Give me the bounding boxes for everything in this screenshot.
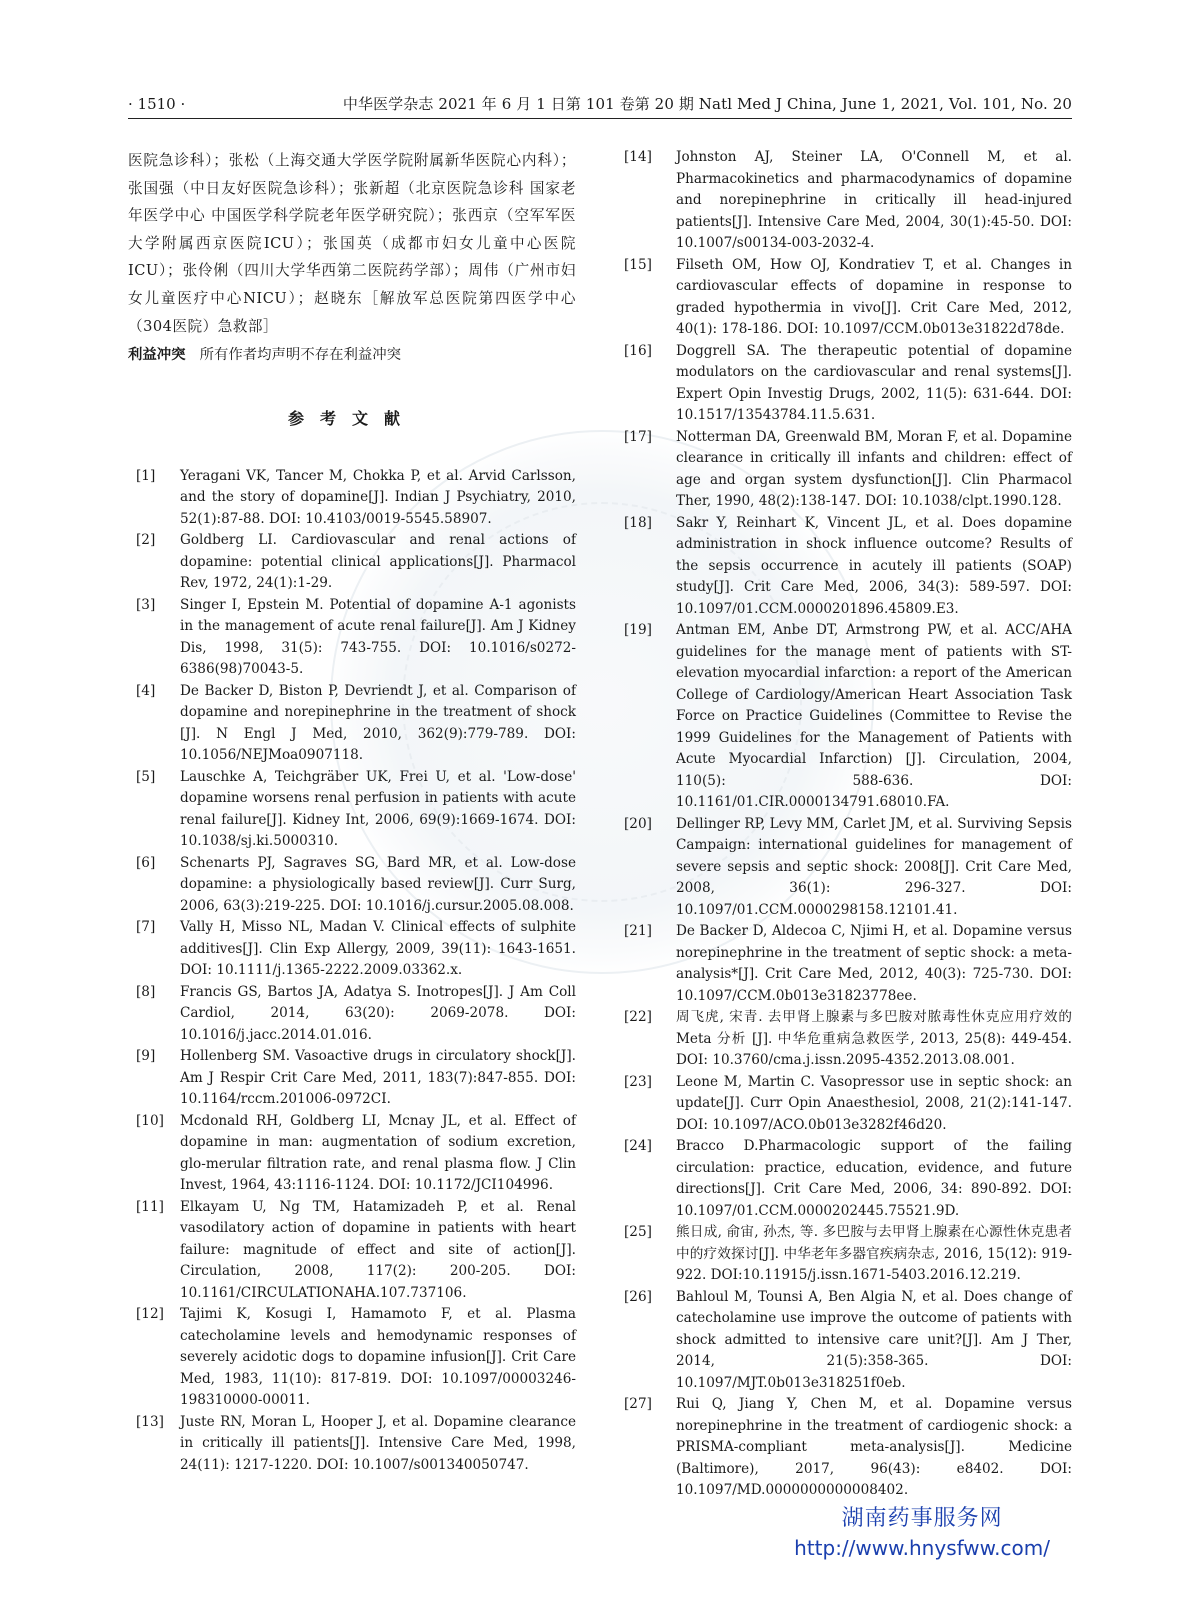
reference-list-right bbox=[624, 147, 1072, 1502]
reference-number: [9] bbox=[136, 1048, 156, 1065]
reference-text: Sakr Y, Reinhart K, Vincent JL, et al. Does dopamine administration in shock influence outcome? Results of the sepsis occurrence in acutely ill patients (SOAP) study[J]. Crit Care Med, 2006, 34(3): 589-597. DOI: 10.1097/01.CCM.0000201896.45809.E3. bbox=[676, 514, 1072, 617]
reference-text: 周飞虎, 宋青. 去甲肾上腺素与多巴胺对脓毒性休克应用疗效的 Meta 分析 [J]. 中华危重病急救医学, 2013, 25(8): 449-454. DOI: 10.3760/cma.j.issn.2095-4352.2013.08.001. bbox=[676, 1009, 1072, 1068]
page-number: · 1510 · bbox=[128, 95, 186, 113]
footer-url: http://www.hnysfww.com/ bbox=[794, 1536, 1050, 1560]
references-heading: 参考文献 bbox=[287, 409, 416, 429]
reference-number: [1] bbox=[136, 467, 156, 484]
reference-item bbox=[624, 1136, 1072, 1222]
footer-watermark bbox=[794, 1504, 1050, 1562]
reference-item bbox=[128, 466, 576, 531]
reference-text: Singer I, Epstein M. Potential of dopamine A-1 agonists in the management of acute renal failure[J]. Am J Kidney Dis, 1998, 31(5): 743-755. DOI: 10.1016/s0272-6386(98)70043-5. bbox=[180, 596, 576, 678]
reference-text: Tajimi K, Kosugi I, Hamamoto F, et al. Plasma catecholamine levels and hemodynamic responses of severely acidotic dogs to dopamine infusion[J]. Crit Care Med, 1983, 11(10): 817-819. DOI: 10.1097/00003246-198310000-00011. bbox=[180, 1306, 576, 1409]
reference-number: [4] bbox=[136, 682, 156, 699]
reference-item bbox=[128, 681, 576, 767]
reference-item bbox=[128, 917, 576, 982]
reference-text: Rui Q, Jiang Y, Chen M, et al. Dopamine versus norepinephrine in the treatment of cardiogenic shock: a PRISMA-compliant meta-analysis[J]. Medicine (Baltimore), 2017, 96(43): e8402. DOI: 10.1097/MD.0000000000008402. bbox=[676, 1396, 1072, 1498]
reference-number: [23] bbox=[624, 1073, 652, 1090]
conflict-text: 所有作者均声明不存在利益冲突 bbox=[199, 347, 402, 364]
reference-item bbox=[624, 1007, 1072, 1072]
reference-text: Filseth OM, How OJ, Kondratiev T, et al. Changes in cardiovascular effects of dopamine in response to graded hypothermia in vivo[J]. Crit Care Med, 2012, 40(1): 178-186. DOI: 10.1097/CCM.0b013e31822d78de. bbox=[676, 256, 1072, 337]
reference-number: [5] bbox=[136, 768, 156, 785]
reference-number: [26] bbox=[624, 1288, 652, 1305]
reference-item bbox=[624, 1394, 1072, 1502]
reference-number: [3] bbox=[136, 596, 156, 613]
reference-text: Johnston AJ, Steiner LA, O'Connell M, et al. Pharmacokinetics and pharmacodynamics of dopamine and norepinephrine in critically ill head-injured patients[J]. Intensive Care Med, 2004, 30(1):45-50. DOI: 10.1007/s00134-003-2032-4. bbox=[676, 149, 1072, 251]
reference-item bbox=[128, 1304, 576, 1412]
reference-text: Yeragani VK, Tancer M, Chokka P, et al. Arvid Carlsson, and the story of dopamine[J]. Indian J Psychiatry, 2010, 52(1):87-88. DOI: 10.4103/0019-5545.58907. bbox=[180, 467, 576, 527]
reference-number: [16] bbox=[624, 342, 652, 359]
reference-item bbox=[624, 255, 1072, 341]
reference-item bbox=[128, 853, 576, 918]
reference-item bbox=[128, 1197, 576, 1305]
right-column bbox=[624, 147, 1072, 1502]
reference-item bbox=[128, 1046, 576, 1111]
reference-text: Bahloul M, Tounsi A, Ben Algia N, et al. Does change of catecholamine use improve the outcome of patients with shock admitted to intensive care unit?[J]. Am J Ther, 2014, 21(5):358-365. DOI: 10.1097/MJT.0b013e318251f0eb. bbox=[676, 1288, 1072, 1391]
reference-text: Hollenberg SM. Vasoactive drugs in circulatory shock[J]. Am J Respir Crit Care Med, 2011, 183(7):847-855. DOI: 10.1164/rccm.201006-0972CI. bbox=[180, 1048, 576, 1108]
reference-text: Goldberg LI. Cardiovascular and renal actions of dopamine: potential clinical applications[J]. Pharmacol Rev, 1972, 24(1):1-29. bbox=[180, 532, 576, 592]
reference-list-left bbox=[128, 466, 576, 1477]
reference-text: Elkayam U, Ng TM, Hatamizadeh P, et al. Renal vasodilatory action of dopamine in patients with heart failure: magnitude of effect and site of action[J]. Circulation, 2008, 117(2): 200-205. DOI: 10.1161/CIRCULATIONAHA.107.737106. bbox=[180, 1198, 576, 1301]
reference-number: [18] bbox=[624, 514, 652, 531]
author-affiliations: 医院急诊科）；张松（上海交通大学医学院附属新华医院心内科）；张国强（中日友好医院急诊科）；张新超（北京医院急诊科 国家老年医学中心 中国医学科学院老年医学研究院）；张西京（空军军医大学附属西京医院ICU）；张国英（成都市妇女儿童中心医院ICU）；张伶俐（四川大学华西第二医院药学部）；周伟（广州市妇女儿童医疗中心NICU）；赵晓东［解放军总医院第四医学中心（304医院）急救部］ bbox=[128, 152, 576, 335]
reference-item bbox=[624, 1287, 1072, 1395]
reference-text: Lauschke A, Teichgräber UK, Frei U, et al. 'Low-dose' dopamine worsens renal perfusion in patients with acute renal failure[J]. Kidney Int, 2006, 69(9):1669-1674. DOI: 10.1038/sj.ki.5000310. bbox=[180, 768, 576, 850]
reference-number: [11] bbox=[136, 1198, 164, 1215]
reference-number: [8] bbox=[136, 983, 156, 1000]
reference-item bbox=[128, 595, 576, 681]
conflict-of-interest bbox=[128, 342, 576, 368]
reference-item bbox=[128, 767, 576, 853]
reference-text: Mcdonald RH, Goldberg LI, Mcnay JL, et al. Effect of dopamine in man: augmentation of sodium excretion, glo-merular filtration rate, and renal plasma flow. J Clin Invest, 1964, 43:1116-1124. DOI: 10.1172/JCI104996. bbox=[180, 1112, 576, 1194]
reference-item bbox=[128, 530, 576, 595]
reference-number: [7] bbox=[136, 919, 156, 936]
reference-number: [6] bbox=[136, 854, 156, 871]
reference-text: Dellinger RP, Levy MM, Carlet JM, et al. Surviving Sepsis Campaign: international guidelines for management of severe sepsis and septic shock: 2008[J]. Crit Care Med, 2008, 36(1): 296-327. DOI: 10.1097/01.CCM.0000298158.12101.41. bbox=[676, 815, 1072, 918]
reference-number: [27] bbox=[624, 1396, 652, 1412]
reference-item bbox=[624, 513, 1072, 621]
reference-text: De Backer D, Biston P, Devriendt J, et al. Comparison of dopamine and norepinephrine in the treatment of shock [J]. N Engl J Med, 2010, 362(9):779-789. DOI: 10.1056/NEJMoa0907118. bbox=[180, 682, 576, 764]
reference-number: [22] bbox=[624, 1009, 652, 1025]
reference-item bbox=[624, 427, 1072, 513]
reference-item bbox=[624, 620, 1072, 814]
reference-text: Vally H, Misso NL, Madan V. Clinical effects of sulphite additives[J]. Clin Exp Allergy, 2009, 39(11): 1643-1651. DOI: 10.1111/j.1365-2222.2009.03362.x. bbox=[180, 919, 576, 979]
reference-item bbox=[128, 1412, 576, 1477]
reference-number: [17] bbox=[624, 428, 652, 445]
reference-number: [19] bbox=[624, 622, 652, 638]
reference-number: [2] bbox=[136, 532, 156, 549]
footer-site-name: 湖南药事服务网 bbox=[841, 1506, 1003, 1531]
reference-item bbox=[624, 1072, 1072, 1137]
reference-number: [25] bbox=[624, 1224, 652, 1240]
reference-text: Bracco D.Pharmacologic support of the failing circulation: practice, education, evidence, and future directions[J]. Crit Care Med, 2006, 34: 890-892. DOI: 10.1097/01.CCM.0000202445.75521.9D. bbox=[676, 1138, 1072, 1219]
reference-item bbox=[624, 147, 1072, 255]
reference-number: [12] bbox=[136, 1306, 164, 1323]
reference-item bbox=[624, 921, 1072, 1007]
reference-text: Francis GS, Bartos JA, Adatya S. Inotropes[J]. J Am Coll Cardiol, 2014, 63(20): 2069-2078. DOI: 10.1016/j.jacc.2014.01.016. bbox=[180, 983, 576, 1043]
conflict-label: 利益冲突 bbox=[128, 346, 186, 364]
reference-number: [13] bbox=[136, 1413, 164, 1430]
left-column bbox=[128, 147, 576, 1476]
reference-item bbox=[128, 1111, 576, 1197]
reference-text: 熊日成, 俞宙, 孙杰, 等. 多巴胺与去甲肾上腺素在心源性休克患者中的疗效探讨[J]. 中华老年多器官疾病杂志, 2016, 15(12): 919-922. DOI:10.11915/j.issn.1671-5403.2016.12.219. bbox=[676, 1224, 1072, 1283]
reference-number: [10] bbox=[136, 1112, 164, 1129]
journal-citation: 中华医学杂志 2021 年 6 月 1 日第 101 卷第 20 期 Natl Med J China, June 1, 2021, Vol. 101, No. 20 bbox=[342, 95, 1072, 113]
reference-number: [15] bbox=[624, 256, 652, 273]
reference-text: Schenarts PJ, Sagraves SG, Bard MR, et al. Low-dose dopamine: a physiologically based review[J]. Curr Surg, 2006, 63(3):219-225. DOI: 10.1016/j.cursur.2005.08.008. bbox=[180, 854, 576, 914]
reference-number: [24] bbox=[624, 1138, 652, 1154]
page-header bbox=[128, 94, 1072, 119]
reference-item bbox=[624, 1222, 1072, 1287]
reference-text: Juste RN, Moran L, Hooper J, et al. Dopamine clearance in critically ill patients[J]. Intensive Care Med, 1998, 24(11): 1217-1220. DOI: 10.1007/s001340050747. bbox=[180, 1413, 576, 1473]
reference-item bbox=[128, 982, 576, 1047]
reference-number: [14] bbox=[624, 149, 652, 165]
reference-number: [21] bbox=[624, 923, 652, 939]
reference-text: Doggrell SA. The therapeutic potential of dopamine modulators on the cardiovascular and renal systems[J]. Expert Opin Investig Drugs, 2002, 11(5): 631-644. DOI: 10.1517/13543784.11.5.631. bbox=[676, 342, 1072, 423]
reference-item bbox=[624, 341, 1072, 427]
reference-number: [20] bbox=[624, 815, 652, 832]
reference-text: De Backer D, Aldecoa C, Njimi H, et al. Dopamine versus norepinephrine in the treatment of septic shock: a meta-analysis*[J]. Crit Care Med, 2012, 40(3): 725-730. DOI: 10.1097/CCM.0b013e31823778ee. bbox=[676, 923, 1072, 1004]
reference-item bbox=[624, 814, 1072, 922]
reference-text: Leone M, Martin C. Vasopressor use in septic shock: an update[J]. Curr Opin Anaesthesiol, 2008, 21(2):141-147. DOI: 10.1097/ACO.0b013e3282f46d20. bbox=[676, 1073, 1072, 1133]
reference-text: Antman EM, Anbe DT, Armstrong PW, et al. ACC/AHA guidelines for the manage ment of patients with ST-elevation myocardial infarction: a report of the American College of Cardiology/American Heart Association Task Force on Practice Guidelines (Committee to Revise the 1999 Guidelines for the Management of Patients with Acute Myocardial Infarction) [J]. Circulation, 2004, 110(5): 588-636. DOI: 10.1161/01.CIR.0000134791.68010.FA. bbox=[676, 622, 1072, 810]
reference-text: Notterman DA, Greenwald BM, Moran F, et al. Dopamine clearance in critically ill infants and children: effect of age and organ system dysfunction[J]. Clin Pharmacol Ther, 1990, 48(2):138-147. DOI: 10.1038/clpt.1990.128. bbox=[676, 428, 1072, 509]
